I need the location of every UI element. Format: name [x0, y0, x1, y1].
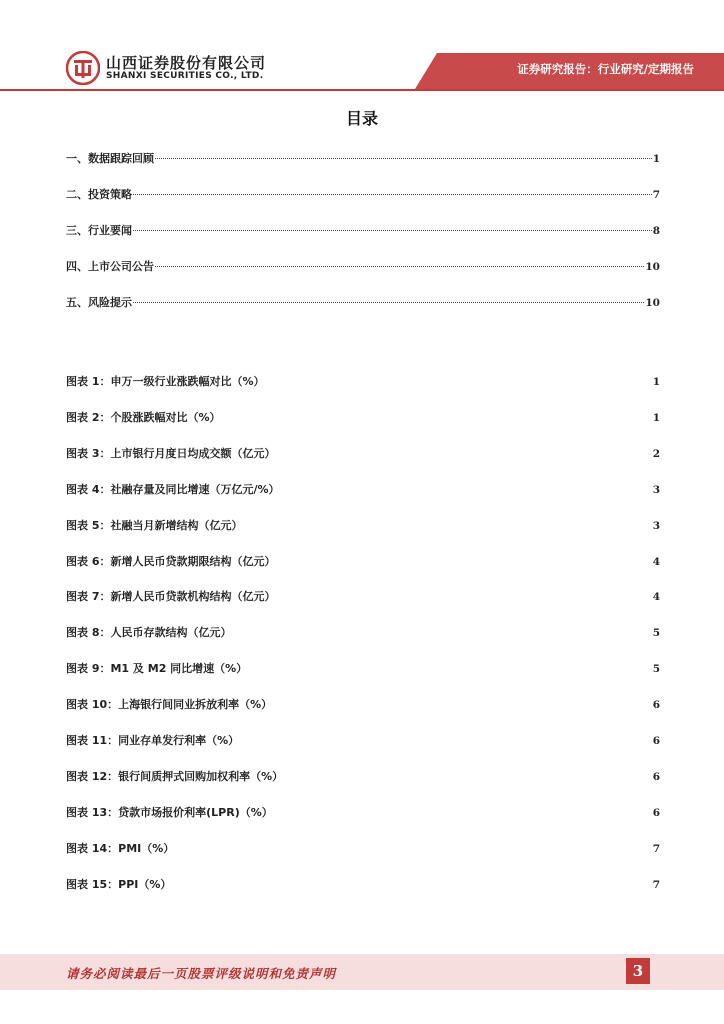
figure-entry[interactable]	[66, 445, 660, 461]
toc-entry[interactable]	[66, 294, 660, 310]
toc-entry-page: 10	[645, 297, 660, 309]
figure-entry-page: 6	[652, 770, 660, 783]
company-logo-icon	[66, 51, 100, 85]
toc-entry-label: 一、数据跟踪回顾	[66, 152, 154, 165]
figure-entry[interactable]	[66, 660, 660, 676]
figure-entry[interactable]	[66, 588, 660, 604]
page-footer	[0, 954, 724, 990]
company-name-en: SHANXI SECURITIES CO., LTD.	[106, 71, 264, 81]
figure-entry-label: 图表 3：上市银行月度日均成交额（亿元）	[66, 446, 276, 460]
figure-entry-page: 7	[652, 842, 660, 855]
figure-entry-label: 图表 6：新增人民币贷款期限结构（亿元）	[66, 554, 276, 568]
figure-entry-label: 图表 8：人民币存款结构（亿元）	[66, 626, 232, 640]
toc-entry-page: 7	[652, 189, 660, 201]
figure-entry[interactable]	[66, 517, 660, 533]
figure-entry-page: 4	[652, 555, 660, 568]
figure-entry-label: 图表 2：个股涨跌幅对比（%）	[66, 410, 221, 424]
figure-entry-page: 3	[652, 483, 660, 496]
toc-leader-dots	[155, 158, 652, 159]
figure-entry-label: 图表 11：同业存单发行利率（%）	[66, 734, 240, 747]
toc-entry[interactable]	[66, 222, 660, 238]
page-header	[0, 0, 724, 100]
figure-entry-page: 4	[652, 591, 660, 604]
figure-entry-page: 6	[652, 735, 660, 747]
figure-entry[interactable]	[66, 876, 660, 892]
figure-entry[interactable]	[66, 696, 660, 712]
toc-entry[interactable]	[66, 258, 660, 274]
figure-entry-label: 图表 1：申万一级行业涨跌幅对比（%）	[66, 375, 265, 388]
toc-entry[interactable]	[66, 186, 660, 202]
toc-entry-label: 四、上市公司公告	[66, 260, 154, 273]
figure-entry-page: 7	[652, 878, 660, 891]
figure-entry-label: 图表 13：贷款市场报价利率(LPR)（%）	[66, 805, 273, 819]
figure-entry-label: 图表 14：PMI（%）	[66, 841, 175, 855]
figure-entry-page: 1	[652, 376, 660, 388]
footer-disclaimer: 请务必阅读最后一页股票评级说明和免责声明	[66, 966, 337, 981]
figure-entry-label: 图表 5：社融当月新增结构（亿元）	[66, 518, 243, 532]
toc-entry-page: 10	[645, 261, 660, 273]
figure-entry-page: 6	[652, 806, 660, 819]
figure-entry-page: 5	[652, 627, 660, 640]
figure-entry-page: 1	[652, 411, 660, 424]
figure-entry[interactable]	[66, 409, 660, 425]
toc-entry-label: 二、投资策略	[66, 188, 132, 201]
figure-entry[interactable]	[66, 840, 660, 856]
figure-entry-label: 图表 12：银行间质押式回购加权利率（%）	[66, 769, 284, 783]
toc-leader-dots	[133, 194, 652, 195]
figure-entry-label: 图表 4：社融存量及同比增速（万亿元/%）	[66, 482, 280, 496]
figure-entry-page: 5	[652, 663, 660, 676]
toc-entry[interactable]	[66, 150, 660, 166]
toc-entry-label: 五、风险提示	[66, 296, 132, 309]
figure-entry-label: 图表 9：M1 及 M2 同比增速（%）	[66, 662, 248, 676]
figure-entry-label: 图表 10：上海银行间同业拆放利率（%）	[66, 698, 273, 712]
company-name-cn: 山西证券股份有限公司	[106, 54, 267, 72]
toc-entry-label: 三、行业要闻	[66, 224, 132, 237]
figure-entry-page: 3	[652, 519, 660, 532]
toc-title: 目录	[345, 109, 378, 128]
toc-leader-dots	[133, 230, 652, 231]
figure-entry-label: 图表 15：PPI（%）	[66, 877, 172, 891]
toc-leader-dots	[133, 302, 644, 303]
figure-entry[interactable]	[66, 373, 660, 389]
page-number: 3	[626, 958, 650, 984]
figure-entry-label: 图表 7：新增人民币贷款机构结构（亿元）	[66, 590, 276, 604]
figure-entry[interactable]	[66, 481, 660, 497]
report-type: 证券研究报告：行业研究/定期报告	[517, 62, 694, 76]
figure-entry-page: 2	[652, 447, 660, 460]
toc-entry-page: 1	[652, 153, 660, 165]
figure-entry[interactable]	[66, 732, 660, 748]
figure-entry[interactable]	[66, 553, 660, 569]
figure-entry-page: 6	[652, 699, 660, 712]
figure-entry[interactable]	[66, 624, 660, 640]
figure-entry[interactable]	[66, 768, 660, 784]
header-divider	[0, 89, 724, 91]
toc-entry-page: 8	[652, 225, 660, 237]
toc-leader-dots	[155, 266, 644, 267]
figure-entry[interactable]	[66, 804, 660, 820]
